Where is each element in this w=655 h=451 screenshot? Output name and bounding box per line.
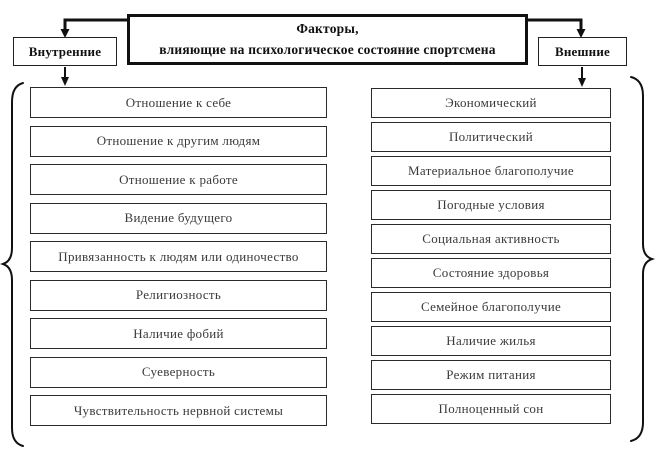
arrowhead-internal-bottom-icon xyxy=(61,77,69,86)
factor-box: Отношение к себе xyxy=(30,87,327,118)
factor-box: Семейное благополучие xyxy=(371,292,611,322)
diagram-title-line2: влияющие на психологическое состояние спортсмена xyxy=(159,41,496,57)
factor-box: Привязанность к людям или одиночество xyxy=(30,241,327,272)
diagram-title xyxy=(127,14,528,65)
factor-box: Чувствительность нервной системы xyxy=(30,395,327,426)
internal-factors-label: Внутренние xyxy=(13,37,117,66)
factor-box: Наличие фобий xyxy=(30,318,327,349)
factor-box: Политический xyxy=(371,122,611,152)
factor-box: Отношение к другим людям xyxy=(30,126,327,157)
connector-title-to-internal xyxy=(65,20,127,30)
factor-box: Режим питания xyxy=(371,360,611,390)
factor-box: Материальное благополучие xyxy=(371,156,611,186)
factor-box: Наличие жилья xyxy=(371,326,611,356)
arrowhead-external-bottom-icon xyxy=(578,78,586,87)
diagram-title-line1: Факторы, xyxy=(296,20,359,36)
left-brace xyxy=(3,83,23,446)
internal-factors-column xyxy=(30,87,327,426)
external-factors-label: Внешние xyxy=(538,37,627,66)
factor-box: Состояние здоровья xyxy=(371,258,611,288)
factor-box: Видение будущего xyxy=(30,203,327,234)
factor-box: Отношение к работе xyxy=(30,164,327,195)
factor-box: Полноценный сон xyxy=(371,394,611,424)
factor-box: Экономический xyxy=(371,88,611,118)
factor-box: Суеверность xyxy=(30,357,327,388)
right-brace xyxy=(631,77,652,441)
connector-title-to-external xyxy=(528,20,581,30)
factor-box: Религиозность xyxy=(30,280,327,311)
factor-box: Погодные условия xyxy=(371,190,611,220)
factor-box: Социальная активность xyxy=(371,224,611,254)
external-factors-column xyxy=(371,88,611,424)
